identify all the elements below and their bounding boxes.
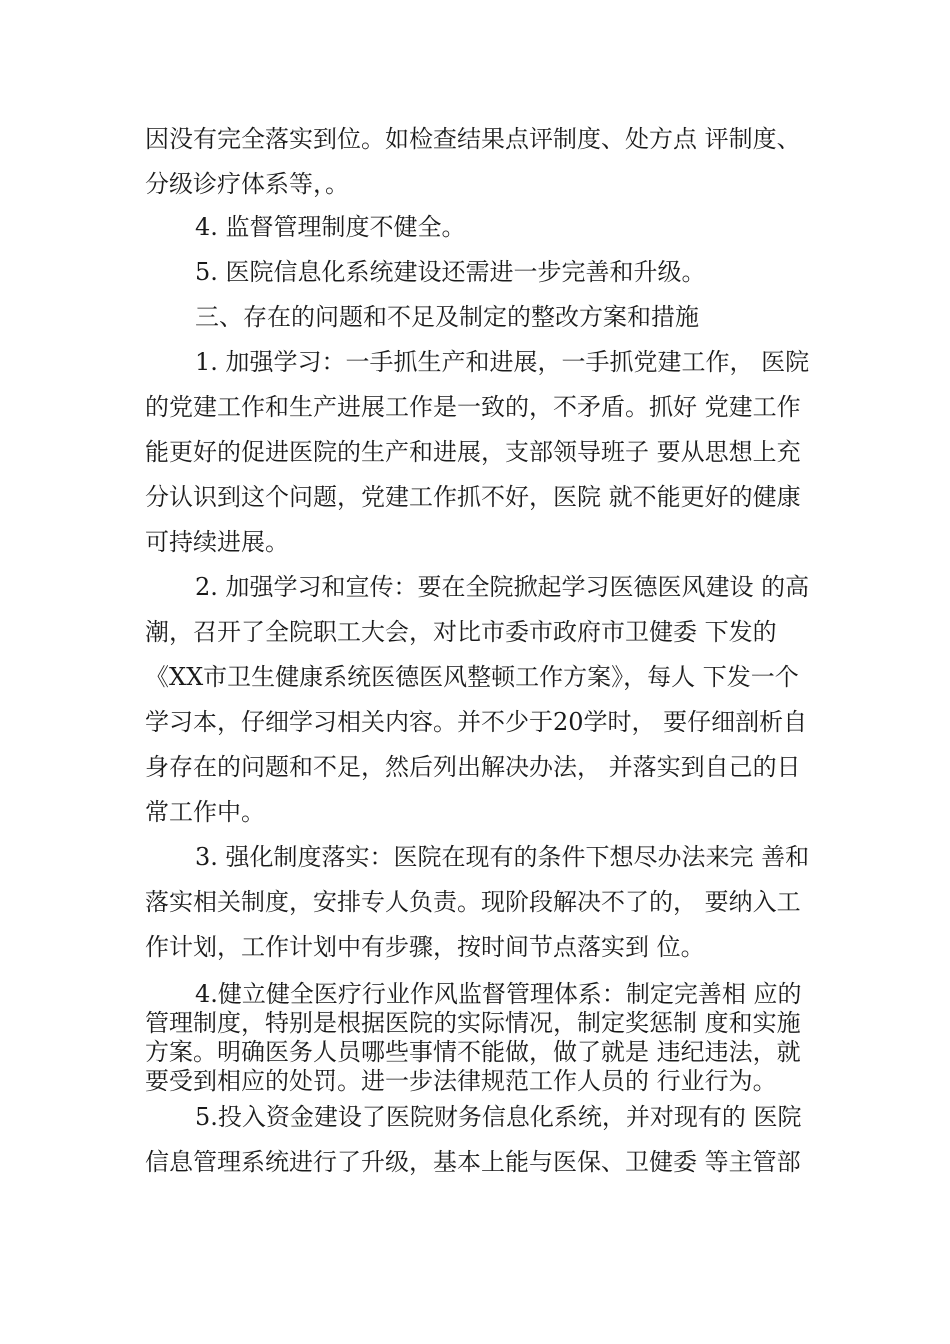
text-line: 《XX市卫生健康系统医德医风整顿工作方案》，每人 下发一个 <box>145 663 799 691</box>
text-line: 5.投入资金建设了医院财务信息化系统，并对现有的 医院 <box>195 1103 802 1131</box>
paragraph-continuation <box>145 117 835 207</box>
text-line: 因没有完全落实到位。如检查结果点评制度、处方点 评制度、 <box>145 125 801 153</box>
text-line: 分级诊疗体系等，。 <box>145 170 349 198</box>
paragraph-measure-1 <box>145 340 835 565</box>
paragraph-measure-5 <box>145 1095 835 1185</box>
text-line: 4. 监督管理制度不健全。 <box>195 213 466 241</box>
text-line: 5. 医院信息化系统建设还需进一步完善和升级。 <box>195 258 706 286</box>
text-line: 1. 加强学习：一手抓生产和进展，一手抓党建工作， 医院 <box>195 348 810 376</box>
text-line: 学习本，仔细学习相关内容。并不少于20学时， 要仔细剖析自 <box>145 708 808 736</box>
text-line: 3. 强化制度落实：医院在现有的条件下想尽办法来完 善和 <box>195 843 810 871</box>
text-line: 分认识到这个问题，党建工作抓不好，医院 就不能更好的健康 <box>145 483 801 511</box>
text-line: 落实相关制度，安排专人负责。现阶段解决不了的， 要纳入工 <box>145 888 801 916</box>
text-line: 能更好的促进医院的生产和进展，支部领导班子 要从思想上充 <box>145 438 801 466</box>
section-heading <box>145 295 835 340</box>
text-line: 管理制度，特别是根据医院的实际情况，制定奖惩制 度和实施 <box>145 1009 801 1037</box>
text-line: 三、存在的问题和不足及制定的整改方案和措施 <box>195 303 699 331</box>
text-line: 4.健立健全医疗行业作风监督管理体系：制定完善相 应的 <box>195 980 802 1008</box>
text-line: 2. 加强学习和宣传：要在全院掀起学习医德医风建设 的高 <box>195 573 810 601</box>
text-line: 信息管理系统进行了升级，基本上能与医保、卫健委 等主管部 <box>145 1148 801 1176</box>
text-line: 的党建工作和生产进展工作是一致的，不矛盾。抓好 党建工作 <box>145 393 801 421</box>
paragraph-measure-4 <box>145 980 835 1096</box>
text-line: 常工作中。 <box>145 798 265 826</box>
text-line: 作计划，工作计划中有步骤，按时间节点落实到 位。 <box>145 933 705 961</box>
paragraph-item-4 <box>145 205 835 250</box>
paragraph-measure-3 <box>145 835 835 970</box>
text-line: 方案。明确医务人员哪些事情不能做，做了就是 违纪违法，就 <box>145 1038 801 1066</box>
text-line: 潮，召开了全院职工大会，对比市委市政府市卫健委 下发的 <box>145 618 777 646</box>
paragraph-measure-2 <box>145 565 835 835</box>
text-line: 可持续进展。 <box>145 528 289 556</box>
paragraph-item-5 <box>145 250 835 295</box>
text-line: 身存在的问题和不足，然后列出解决办法， 并落实到自己的日 <box>145 753 801 781</box>
text-line: 要受到相应的处罚。进一步法律规范工作人员的 行业行为。 <box>145 1067 777 1095</box>
